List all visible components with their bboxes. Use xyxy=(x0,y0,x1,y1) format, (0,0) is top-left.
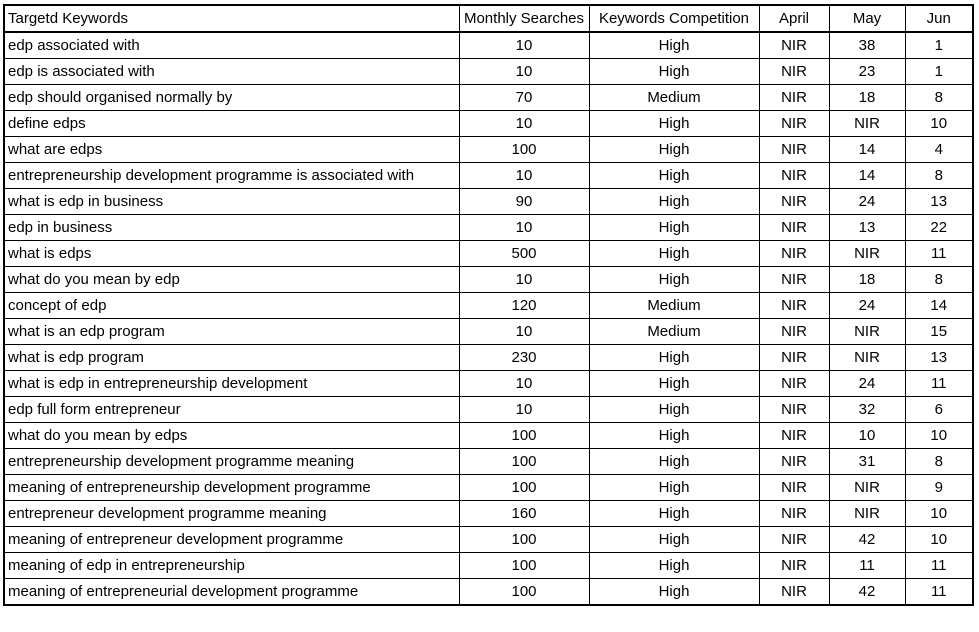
table-row xyxy=(4,449,973,475)
competition-cell: Medium xyxy=(589,293,759,319)
may-cell: NIR xyxy=(829,475,905,501)
monthly-searches-cell: 90 xyxy=(459,189,589,215)
competition-cell: High xyxy=(589,215,759,241)
competition-cell: High xyxy=(589,553,759,579)
jun-cell: 1 xyxy=(905,59,973,85)
monthly-searches-cell: 100 xyxy=(459,579,589,606)
monthly-searches-cell: 10 xyxy=(459,371,589,397)
may-cell: NIR xyxy=(829,111,905,137)
keyword-cell: entrepreneur development programme meaning xyxy=(4,501,459,527)
keyword-cell: what is edp program xyxy=(4,345,459,371)
keyword-cell: what is edp in entrepreneurship development xyxy=(4,371,459,397)
header-jun: Jun xyxy=(905,5,973,32)
may-cell: 24 xyxy=(829,189,905,215)
header-row xyxy=(4,5,973,32)
jun-cell: 11 xyxy=(905,241,973,267)
competition-cell: High xyxy=(589,241,759,267)
may-cell: 38 xyxy=(829,32,905,59)
competition-cell: High xyxy=(589,449,759,475)
may-cell: 23 xyxy=(829,59,905,85)
may-cell: NIR xyxy=(829,345,905,371)
keyword-cell: what are edps xyxy=(4,137,459,163)
table-row xyxy=(4,163,973,189)
jun-cell: 8 xyxy=(905,449,973,475)
monthly-searches-cell: 10 xyxy=(459,215,589,241)
monthly-searches-cell: 100 xyxy=(459,475,589,501)
may-cell: 14 xyxy=(829,137,905,163)
table-row xyxy=(4,137,973,163)
competition-cell: High xyxy=(589,475,759,501)
monthly-searches-cell: 10 xyxy=(459,163,589,189)
monthly-searches-cell: 500 xyxy=(459,241,589,267)
competition-cell: Medium xyxy=(589,85,759,111)
header-monthly-searches: Monthly Searches xyxy=(459,5,589,32)
jun-cell: 10 xyxy=(905,111,973,137)
april-cell: NIR xyxy=(759,111,829,137)
competition-cell: Medium xyxy=(589,319,759,345)
jun-cell: 8 xyxy=(905,267,973,293)
may-cell: 10 xyxy=(829,423,905,449)
april-cell: NIR xyxy=(759,189,829,215)
table-row xyxy=(4,215,973,241)
april-cell: NIR xyxy=(759,423,829,449)
competition-cell: High xyxy=(589,32,759,59)
table-row xyxy=(4,423,973,449)
header-keywords: Targetd Keywords xyxy=(4,5,459,32)
jun-cell: 11 xyxy=(905,371,973,397)
jun-cell: 4 xyxy=(905,137,973,163)
competition-cell: High xyxy=(589,163,759,189)
may-cell: 31 xyxy=(829,449,905,475)
april-cell: NIR xyxy=(759,449,829,475)
keyword-cell: what do you mean by edp xyxy=(4,267,459,293)
may-cell: 13 xyxy=(829,215,905,241)
keyword-cell: edp is associated with xyxy=(4,59,459,85)
monthly-searches-cell: 100 xyxy=(459,423,589,449)
competition-cell: High xyxy=(589,137,759,163)
april-cell: NIR xyxy=(759,475,829,501)
may-cell: NIR xyxy=(829,501,905,527)
monthly-searches-cell: 10 xyxy=(459,59,589,85)
table-row xyxy=(4,267,973,293)
may-cell: 32 xyxy=(829,397,905,423)
monthly-searches-cell: 160 xyxy=(459,501,589,527)
may-cell: 24 xyxy=(829,293,905,319)
jun-cell: 1 xyxy=(905,32,973,59)
keyword-cell: meaning of edp in entrepreneurship xyxy=(4,553,459,579)
may-cell: NIR xyxy=(829,241,905,267)
keyword-cell: edp associated with xyxy=(4,32,459,59)
april-cell: NIR xyxy=(759,345,829,371)
table-row xyxy=(4,371,973,397)
april-cell: NIR xyxy=(759,267,829,293)
jun-cell: 9 xyxy=(905,475,973,501)
april-cell: NIR xyxy=(759,85,829,111)
april-cell: NIR xyxy=(759,553,829,579)
keyword-cell: edp in business xyxy=(4,215,459,241)
competition-cell: High xyxy=(589,527,759,553)
keyword-cell: what is edp in business xyxy=(4,189,459,215)
monthly-searches-cell: 10 xyxy=(459,397,589,423)
may-cell: 42 xyxy=(829,527,905,553)
keyword-cell: edp full form entrepreneur xyxy=(4,397,459,423)
keyword-ranking-table xyxy=(3,4,974,606)
keyword-cell: edp should organised normally by xyxy=(4,85,459,111)
jun-cell: 13 xyxy=(905,345,973,371)
keyword-cell: what do you mean by edps xyxy=(4,423,459,449)
jun-cell: 11 xyxy=(905,553,973,579)
monthly-searches-cell: 10 xyxy=(459,267,589,293)
competition-cell: High xyxy=(589,579,759,606)
jun-cell: 10 xyxy=(905,501,973,527)
may-cell: 42 xyxy=(829,579,905,606)
jun-cell: 11 xyxy=(905,579,973,606)
table-row xyxy=(4,32,973,59)
keyword-cell: meaning of entrepreneurship development programme xyxy=(4,475,459,501)
monthly-searches-cell: 70 xyxy=(459,85,589,111)
table-row xyxy=(4,579,973,606)
table-row xyxy=(4,59,973,85)
table-row xyxy=(4,501,973,527)
table-row xyxy=(4,111,973,137)
jun-cell: 10 xyxy=(905,527,973,553)
competition-cell: High xyxy=(589,59,759,85)
april-cell: NIR xyxy=(759,319,829,345)
table-row xyxy=(4,293,973,319)
jun-cell: 8 xyxy=(905,85,973,111)
monthly-searches-cell: 230 xyxy=(459,345,589,371)
keyword-cell: what is edps xyxy=(4,241,459,267)
table-body xyxy=(4,32,973,605)
table-row xyxy=(4,319,973,345)
may-cell: NIR xyxy=(829,319,905,345)
table-row xyxy=(4,241,973,267)
april-cell: NIR xyxy=(759,59,829,85)
keyword-cell: meaning of entrepreneurial development programme xyxy=(4,579,459,606)
jun-cell: 22 xyxy=(905,215,973,241)
may-cell: 24 xyxy=(829,371,905,397)
keyword-cell: what is an edp program xyxy=(4,319,459,345)
april-cell: NIR xyxy=(759,527,829,553)
header-april: April xyxy=(759,5,829,32)
table-row xyxy=(4,397,973,423)
jun-cell: 13 xyxy=(905,189,973,215)
jun-cell: 8 xyxy=(905,163,973,189)
jun-cell: 6 xyxy=(905,397,973,423)
monthly-searches-cell: 10 xyxy=(459,32,589,59)
jun-cell: 15 xyxy=(905,319,973,345)
monthly-searches-cell: 100 xyxy=(459,449,589,475)
competition-cell: High xyxy=(589,371,759,397)
competition-cell: High xyxy=(589,423,759,449)
monthly-searches-cell: 120 xyxy=(459,293,589,319)
competition-cell: High xyxy=(589,501,759,527)
table-row xyxy=(4,527,973,553)
jun-cell: 10 xyxy=(905,423,973,449)
may-cell: 11 xyxy=(829,553,905,579)
april-cell: NIR xyxy=(759,293,829,319)
april-cell: NIR xyxy=(759,137,829,163)
competition-cell: High xyxy=(589,111,759,137)
may-cell: 18 xyxy=(829,267,905,293)
april-cell: NIR xyxy=(759,241,829,267)
april-cell: NIR xyxy=(759,371,829,397)
april-cell: NIR xyxy=(759,397,829,423)
table-row xyxy=(4,345,973,371)
keyword-cell: meaning of entrepreneur development programme xyxy=(4,527,459,553)
keyword-cell: define edps xyxy=(4,111,459,137)
keyword-cell: entrepreneurship development programme meaning xyxy=(4,449,459,475)
header-may: May xyxy=(829,5,905,32)
table-row xyxy=(4,553,973,579)
header-keywords-competition: Keywords Competition xyxy=(589,5,759,32)
keyword-cell: concept of edp xyxy=(4,293,459,319)
competition-cell: High xyxy=(589,345,759,371)
keyword-table-container xyxy=(3,4,974,606)
competition-cell: High xyxy=(589,397,759,423)
table-row xyxy=(4,189,973,215)
table-row xyxy=(4,475,973,501)
april-cell: NIR xyxy=(759,501,829,527)
jun-cell: 14 xyxy=(905,293,973,319)
april-cell: NIR xyxy=(759,579,829,606)
may-cell: 18 xyxy=(829,85,905,111)
may-cell: 14 xyxy=(829,163,905,189)
competition-cell: High xyxy=(589,267,759,293)
monthly-searches-cell: 100 xyxy=(459,553,589,579)
competition-cell: High xyxy=(589,189,759,215)
april-cell: NIR xyxy=(759,215,829,241)
table-row xyxy=(4,85,973,111)
monthly-searches-cell: 100 xyxy=(459,137,589,163)
april-cell: NIR xyxy=(759,163,829,189)
monthly-searches-cell: 10 xyxy=(459,111,589,137)
keyword-cell: entrepreneurship development programme is associated with xyxy=(4,163,459,189)
april-cell: NIR xyxy=(759,32,829,59)
monthly-searches-cell: 100 xyxy=(459,527,589,553)
monthly-searches-cell: 10 xyxy=(459,319,589,345)
